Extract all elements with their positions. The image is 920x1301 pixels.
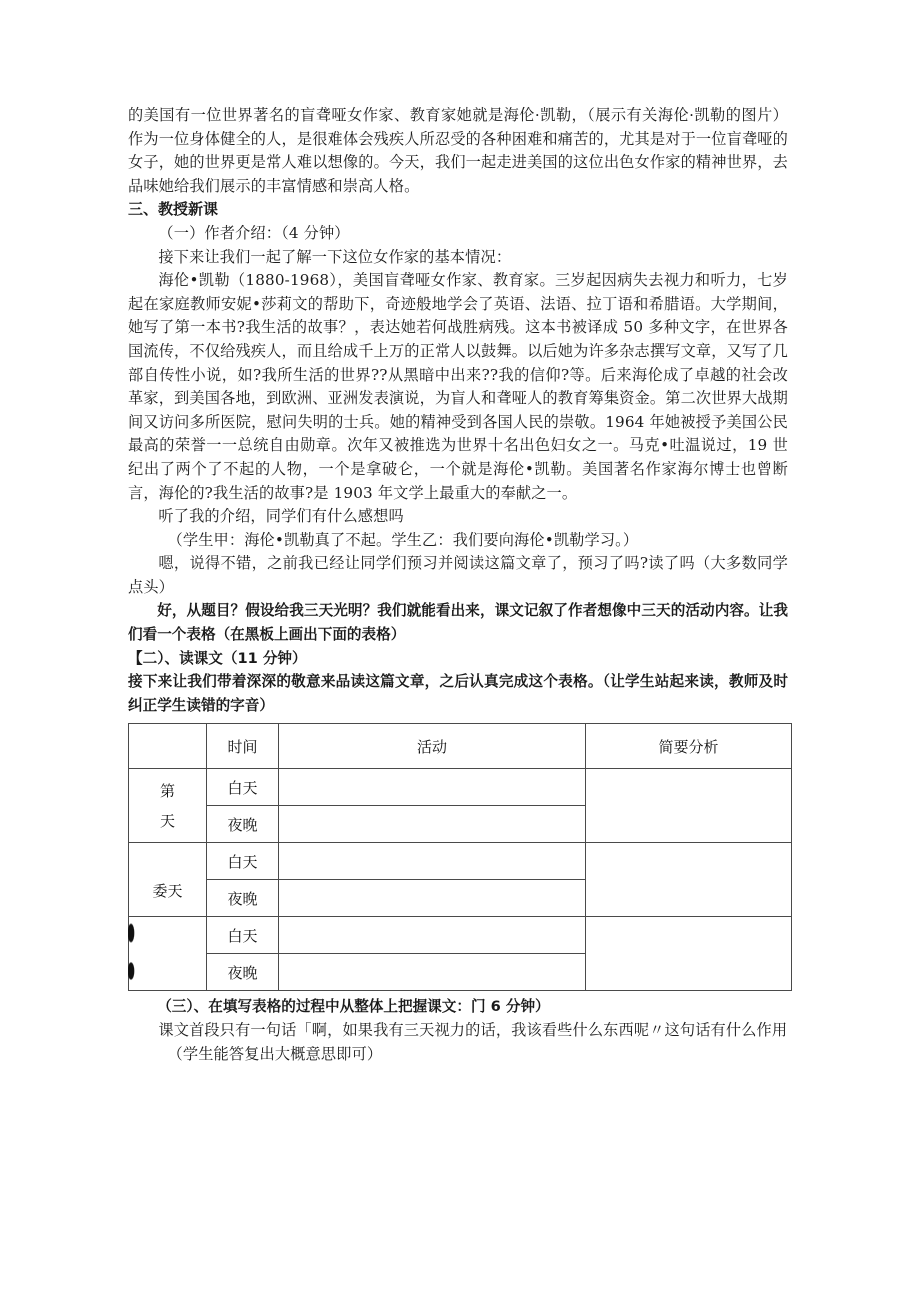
table-cell-analysis-day2[interactable] xyxy=(586,843,792,917)
table-cell-time-day3-night[interactable]: 夜晚 xyxy=(207,954,279,991)
table-cell-day-1 xyxy=(129,769,207,843)
table-header-row xyxy=(129,724,792,769)
heading-section-three: 三、教授新课 xyxy=(128,200,219,219)
paragraph-student-replies: （学生甲：海伦•凯勒真了不起。学生乙：我们要向海伦•凯勒学习。） xyxy=(167,530,639,549)
table-cell-time-day3-daytime[interactable]: 白天 xyxy=(207,917,279,954)
paragraph-biography: 海伦•凯勒（1880-1968），美国盲聋哑女作家、教育家。三岁起因病失去视力和听力，七岁起在家庭教师安妮•莎莉文的帮助下，奇迹般地学会了英语、法语、拉丁语和希腊语。大学期间，她写了第一本书?我生活的故事？，表达她若何战胜病残。这本书被译成 50 多种文字，在世界各国流传，不仅给残疾人，而且给成千上万的正常人以鼓舞。以后她为许多杂志撰写文章，又写了几部自传性小说，如?我所生活的世界??从黑暗中出来??我的信仰?等。后来海伦成了卓越的社会改革家，到美国各地，到欧洲、亚洲发表演说，为盲人和聋哑人的教育筹集资金。第二次世界大战期间又访问多所医院，慰问失明的士兵。她的精神受到各国人民的崇敬。1964 年她被授予美国公民最高的荣誉一一总统自由勋章。次年又被推选为世界十名出色妇女之一。马克•吐温说过，19 世纪出了两个了不起的人物，一个是拿破仑，一个就是海伦•凯勒。美国著名作家海尔博士也曾断言，海伦的?我生活的故事?是 1903 年文学上最重大的奉献之一。 xyxy=(128,271,788,502)
table-header-analysis: 简要分析 xyxy=(586,724,792,769)
day-2-label: 委天 xyxy=(152,881,183,900)
table-row xyxy=(129,917,792,954)
table-header-day xyxy=(129,724,207,769)
table-row xyxy=(129,769,792,806)
paragraph-answer-hint: （学生能答复出大概意思即可） xyxy=(167,1044,383,1063)
table-cell-activity-day2-daytime[interactable] xyxy=(279,843,586,880)
scan-smudge-artifact xyxy=(128,919,135,989)
table-row xyxy=(129,843,792,880)
paragraph-teacher-title-hint: 好，从题目？假设给我三天光明？我们就能看出来，课文记叙了作者想像中三天的活动内容。让我们看一个表格（在黑板上画出下面的表格） xyxy=(128,602,788,644)
table-cell-activity-day3-night[interactable] xyxy=(279,954,586,991)
three-days-activity-table xyxy=(128,723,792,991)
heading-section-three-grasp: （三）、在填写表格的过程中从整体上把握课文：门 6 分钟） xyxy=(157,998,550,1016)
table-cell-day-2 xyxy=(129,843,207,917)
table-cell-time-day1-daytime[interactable]: 白天 xyxy=(207,769,279,806)
document-body xyxy=(128,104,788,1066)
paragraph-lead-in: 接下来让我们一起了解一下这位女作家的基本情况： xyxy=(158,247,512,266)
table-header-activity: 活动 xyxy=(279,724,586,769)
table-header-time: 时间 xyxy=(207,724,279,769)
table-cell-day-3 xyxy=(129,917,207,991)
day-1-label: 第 天 xyxy=(159,781,175,830)
table-cell-activity-day1-daytime[interactable] xyxy=(279,769,586,806)
heading-section-two-read: 【二）、读课文（11 分钟） xyxy=(128,649,307,667)
paragraph-intro: 的美国有一位世界著名的盲聋哑女作家、教育家她就是海伦·凯勒，（展示有关海伦·凯勒的图片）作为一位身体健全的人，是很难体会残疾人所忍受的各种困难和痛苦的，尤其是对于一位盲聋哑的女子，她的世界更是常人难以想像的。今天，我们一起走进美国的这位出色女作家的精神世界，去品味她给我们展示的丰富情感和崇高人格。 xyxy=(128,106,788,195)
table-cell-analysis-day3[interactable] xyxy=(586,917,792,991)
table-cell-activity-day2-night[interactable] xyxy=(279,880,586,917)
table-cell-activity-day1-night[interactable] xyxy=(279,806,586,843)
table-cell-activity-day3-daytime[interactable] xyxy=(279,917,586,954)
table-cell-time-day2-daytime[interactable]: 白天 xyxy=(207,843,279,880)
paragraph-first-paragraph-question: 课文首段只有一句话「啊，如果我有三天视力的话，我该看些什么东西呢〃这句话有什么作用 xyxy=(158,1021,788,1040)
table-cell-analysis-day1[interactable] xyxy=(586,769,792,843)
paragraph-author-intro-title: （一）作者介绍：（4 分钟） xyxy=(158,223,350,242)
table-cell-time-day1-night[interactable]: 夜晚 xyxy=(207,806,279,843)
table-cell-time-day2-night[interactable]: 夜晚 xyxy=(207,880,279,917)
paragraph-read-instruction: 接下来让我们带着深深的敬意来品读这篇文章，之后认真完成这个表格。（让学生站起来读，教师及时纠正学生读错的字音） xyxy=(128,673,788,714)
paragraph-teacher-preview: 嗯，说得不错，之前我已经让同学们预习并阅读这篇文章了，预习了吗?读了吗（大多数同学点头） xyxy=(128,554,788,596)
paragraph-ask-feeling: 听了我的介绍，同学们有什么感想吗 xyxy=(158,507,404,526)
